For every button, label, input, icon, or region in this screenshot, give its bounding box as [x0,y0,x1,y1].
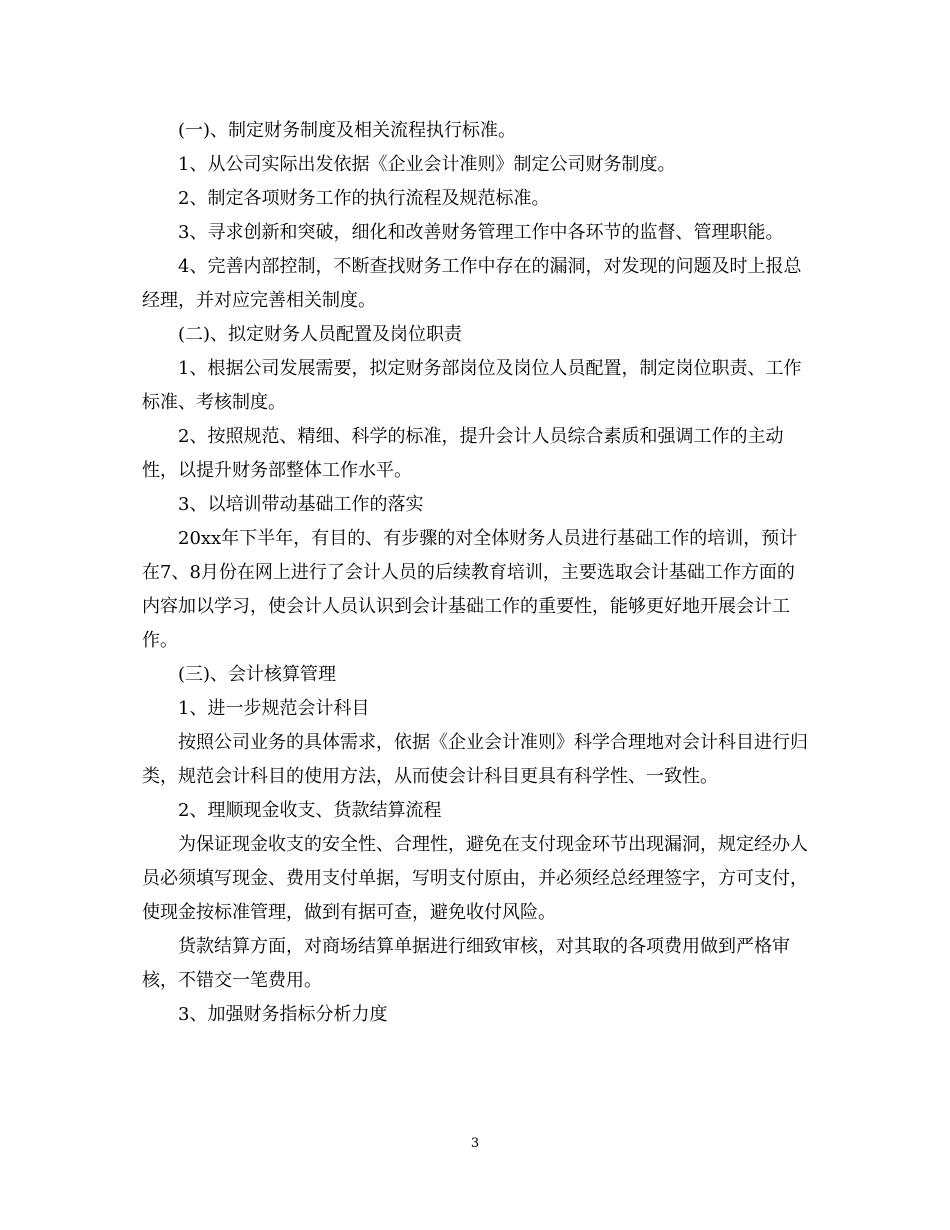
paragraph: 2、制定各项财务工作的执行流程及规范标准。 [178,188,550,209]
page-number: 3 [470,1136,480,1151]
section-heading-3: (三)、会计核算管理 [178,664,337,685]
paragraph: 货款结算方面，对商场结算单据进行细致审核，对其取的各项费用做到严格审核，不错交一笔费用。 [142,936,790,991]
paragraph: 按照公司业务的具体需求，依据《企业会计准则》科学合理地对会计科目进行归类，规范会计科目的使用方法，从而使会计科目更具有科学性、一致性。 [142,732,808,787]
paragraph: 3、以培训带动基础工作的落实 [178,494,424,515]
document-body [142,114,810,1032]
section-heading-1: (一)、制定财务制度及相关流程执行标准。 [178,120,517,141]
paragraph: 3、加强财务指标分析力度 [178,1004,388,1025]
paragraph: 1、从公司实际出发依据《企业会计准则》制定公司财务制度。 [178,154,676,175]
paragraph: 2、按照规范、精细、科学的标准，提升会计人员综合素质和强调工作的主动性，以提升财务部整体工作水平。 [142,426,784,481]
section-heading-2: (二)、拟定财务人员配置及岗位职责 [178,324,463,345]
paragraph: 3、寻求创新和突破，细化和改善财务管理工作中各环节的监督、管理职能。 [178,222,784,243]
paragraph: 4、完善内部控制，不断查找财务工作中存在的漏洞，对发现的问题及时上报总经理，并对应完善相关制度。 [142,256,802,311]
paragraph: 1、根据公司发展需要，拟定财务部岗位及岗位人员配置，制定岗位职责、工作标准、考核制度。 [142,358,802,413]
paragraph: 2、理顺现金收支、货款结算流程 [178,800,442,821]
paragraph: 1、进一步规范会计科目 [178,698,370,719]
paragraph: 为保证现金收支的安全性、合理性，避免在支付现金环节出现漏洞，规定经办人员必须填写现金、费用支付单据，写明支付原由，并必须经总经理签字，方可支付，使现金按标准管理，做到有据可查，避免收付风险。 [142,834,808,923]
paragraph: 20xx年下半年，有目的、有步骤的对全体财务人员进行基础工作的培训，预计在7、8月份在网上进行了会计人员的后续教育培训，主要选取会计基础工作方面的内容加以学习，使会计人员认识到会计基础工作的重要性，能够更好地开展会计工作。 [142,528,798,651]
